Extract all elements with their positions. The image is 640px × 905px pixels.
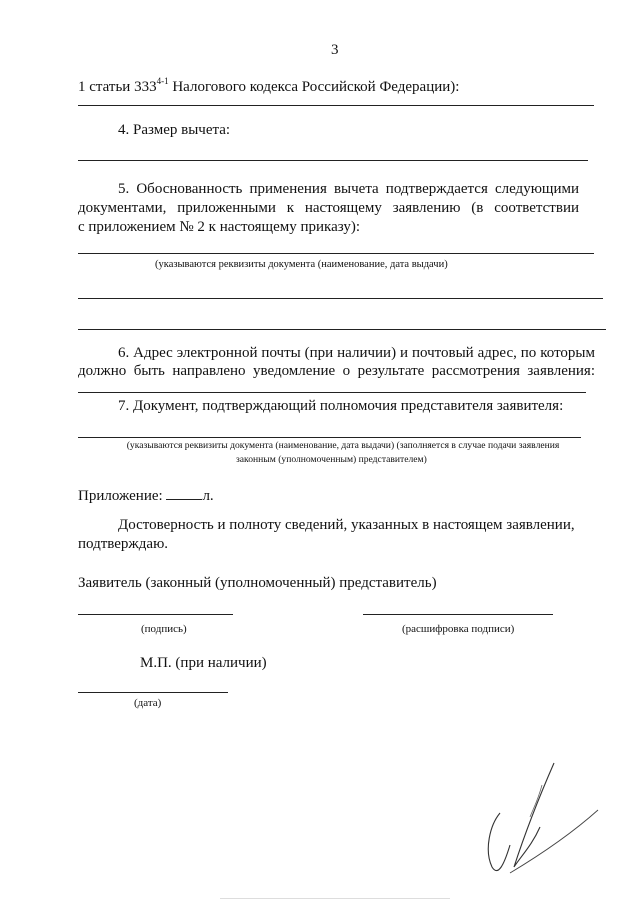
- attachment-sheets-field[interactable]: [166, 485, 202, 500]
- item7-hint-line1: (указываются реквизиты документа (наименование, дата выдачи) (заполняется в случае подачи заявления: [126, 440, 560, 451]
- item6-line2: должно быть направлено уведомление о результате рассмотрения заявления:: [78, 363, 595, 379]
- item4-fill-line[interactable]: [78, 160, 588, 161]
- confirm-line1: Достоверность и полноту сведений, указанных в настоящем заявлении,: [118, 517, 575, 533]
- applicant-label: Заявитель (законный (уполномоченный) представитель): [78, 575, 437, 591]
- intro-fill-line[interactable]: [78, 105, 594, 106]
- item6-line1: 6. Адрес электронной почты (при наличии) и почтовый адрес, по которым: [118, 345, 595, 361]
- stamp-label: М.П. (при наличии): [140, 655, 267, 671]
- item7-hint-line2: законным (уполномоченным) представителем): [236, 454, 427, 465]
- intro-prefix: 1 статьи 333: [78, 79, 157, 95]
- item5-line2: документами, приложенными к настоящему заявлению (в соответствии: [78, 200, 579, 216]
- signature-caption: (подпись): [141, 623, 187, 635]
- item5-line3: с приложением № 2 к настоящему приказу):: [78, 219, 361, 235]
- item7-fill-line[interactable]: [78, 437, 581, 438]
- signature-decoding-caption: (расшифровка подписи): [402, 623, 515, 635]
- item5-line1: 5. Обоснованность применения вычета подтверждается следующими: [118, 181, 579, 197]
- attachment-suffix: л.: [202, 488, 214, 504]
- date-caption: (дата): [134, 697, 162, 709]
- item5-hint: (указываются реквизиты документа (наименование, дата выдачи): [155, 259, 448, 270]
- scan-artifact-line: [220, 898, 450, 899]
- confirm-line2: подтверждаю.: [78, 536, 169, 552]
- item5-fill-line-2[interactable]: [78, 298, 603, 299]
- intro-superscript: 4-1: [156, 76, 169, 86]
- item7-line1: 7. Документ, подтверждающий полномочия представителя заявителя:: [118, 398, 564, 414]
- date-line[interactable]: [78, 692, 228, 693]
- handwritten-signature-icon: [470, 755, 620, 885]
- page-number: 3: [331, 42, 339, 58]
- signature-decoding-line[interactable]: [363, 614, 553, 615]
- item6-fill-line[interactable]: [78, 392, 586, 393]
- intro-line: [78, 71, 459, 97]
- attachment-label: Приложение:: [78, 488, 167, 504]
- attachment-line: [78, 485, 214, 506]
- item5-fill-line-3[interactable]: [78, 329, 606, 330]
- item5-fill-line-1[interactable]: [78, 253, 594, 254]
- intro-suffix: Налогового кодекса Российской Федерации):: [168, 79, 460, 95]
- item4-label: 4. Размер вычета:: [118, 122, 231, 138]
- signature-line[interactable]: [78, 614, 233, 615]
